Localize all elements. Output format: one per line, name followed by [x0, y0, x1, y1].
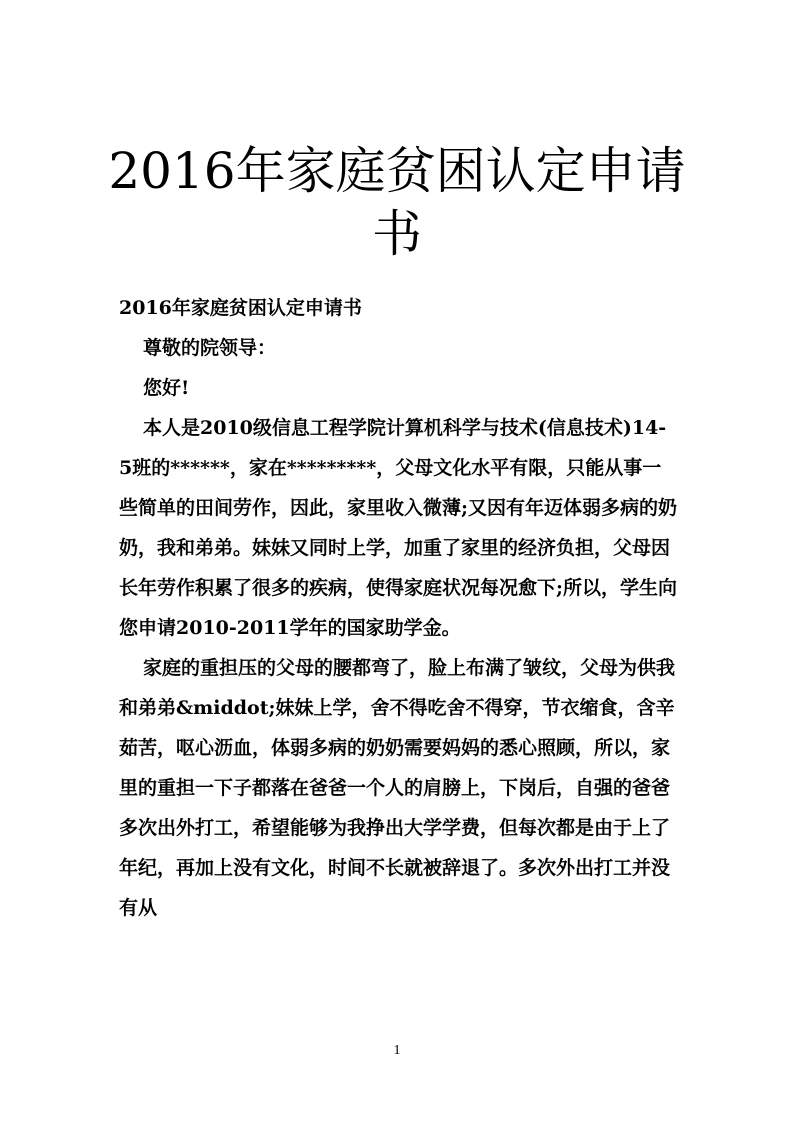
body-paragraph-1: 本人是2010级信息工程学院计算机科学与技术(信息技术)14-5班的******，家在*********，父母文化水平有限，只能从事一些简单的田间劳作，因此，家里收入微薄;又因有年迈体弱多病的奶奶，我和弟弟。妹妹又同时上学，加重了家里的经济负担，父母因长年劳作积累了很多的疾病，使得家庭状况每况愈下;所以，学生向您申请2010-2011学年的国家助学金。 [119, 417, 678, 639]
page-number: 1 [393, 1043, 401, 1058]
greeting: 您好! [143, 377, 190, 399]
salutation: 尊敬的院领导： [143, 337, 277, 359]
document-body [119, 288, 679, 928]
document-title: 2016年家庭贫困认定申请书 [108, 142, 686, 263]
body-paragraph-2: 家庭的重担压的父母的腰都弯了，脸上布满了皱纹，父母为供我和弟弟&middot;妹妹上学，舍不得吃舍不得穿，节衣缩食，含辛茹苦，呕心沥血，体弱多病的奶奶需要妈妈的悉心照顾，所以，家里的重担一下子都落在爸爸一个人的肩膀上，下岗后，自强的爸爸多次出外打工，希望能够为我挣出大学学费，但每次都是由于上了年纪，再加上没有文化，时间不长就被辞退了。多次外出打工并没有从 [119, 657, 676, 919]
body-heading: 2016年家庭贫困认定申请书 [119, 297, 362, 319]
